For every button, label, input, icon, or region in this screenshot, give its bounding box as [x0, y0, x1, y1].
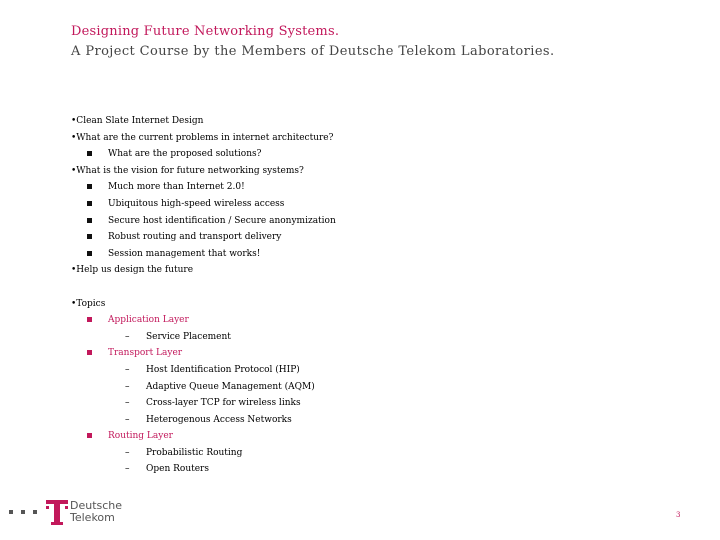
dot-icon [33, 510, 37, 514]
square-bullet-icon [87, 251, 92, 256]
page-number: 3 [676, 511, 681, 519]
square-bullet-icon [87, 317, 92, 322]
dash-icon: – [125, 414, 130, 425]
square-bullet-icon [87, 433, 92, 438]
list-item: Session management that works! [71, 246, 671, 263]
square-bullet-icon [87, 234, 92, 239]
list-item: Application Layer [71, 312, 671, 329]
list-item: What are the proposed solutions? [71, 146, 671, 163]
spacer [71, 279, 671, 296]
dash-icon: – [125, 331, 130, 342]
square-bullet-icon [87, 218, 92, 223]
square-bullet-icon [87, 151, 92, 156]
list-item: Transport Layer [71, 345, 671, 362]
list-item: •Clean Slate Internet Design [71, 116, 204, 126]
list-item: Ubiquitous high-speed wireless access [71, 196, 671, 213]
list-item: – Probabilistic Routing [71, 445, 671, 462]
dash-icon: – [125, 381, 130, 392]
list-item: – Service Placement [71, 329, 671, 346]
dash-icon: – [125, 364, 130, 375]
dot-icon [21, 510, 25, 514]
list-item: – Cross-layer TCP for wireless links [71, 395, 671, 412]
list-item: Secure host identification / Secure anonymization [71, 213, 671, 230]
slide-title: Designing Future Networking Systems. [71, 24, 340, 39]
list-item: •What is the vision for future networking systems? [71, 165, 304, 176]
list-item: •Topics [71, 298, 106, 309]
slide-subtitle: A Project Course by the Members of Deutsche Telekom Laboratories. [71, 44, 555, 59]
company-logo-text: Deutsche Telekom [70, 499, 123, 524]
list-item: – Host Identification Protocol (HIP) [71, 362, 671, 379]
dash-icon: – [125, 398, 130, 409]
dot-icon [9, 510, 13, 514]
square-bullet-icon [87, 350, 92, 355]
slide-body [71, 113, 671, 478]
list-item: Much more than Internet 2.0! [71, 179, 671, 196]
telekom-t-logo-icon [46, 500, 68, 525]
list-item: – Adaptive Queue Management (AQM) [71, 379, 671, 396]
list-item: – Open Routers [71, 461, 671, 478]
square-bullet-icon [87, 201, 92, 206]
dash-icon: – [125, 447, 130, 458]
list-item: •What are the current problems in internet architecture? [71, 132, 334, 143]
list-item: Routing Layer [71, 428, 671, 445]
list-item: – Heterogenous Access Networks [71, 412, 671, 429]
list-item: •Help us design the future [71, 265, 194, 276]
square-bullet-icon [87, 184, 92, 189]
dash-icon: – [125, 464, 130, 475]
list-item: Robust routing and transport delivery [71, 229, 671, 246]
